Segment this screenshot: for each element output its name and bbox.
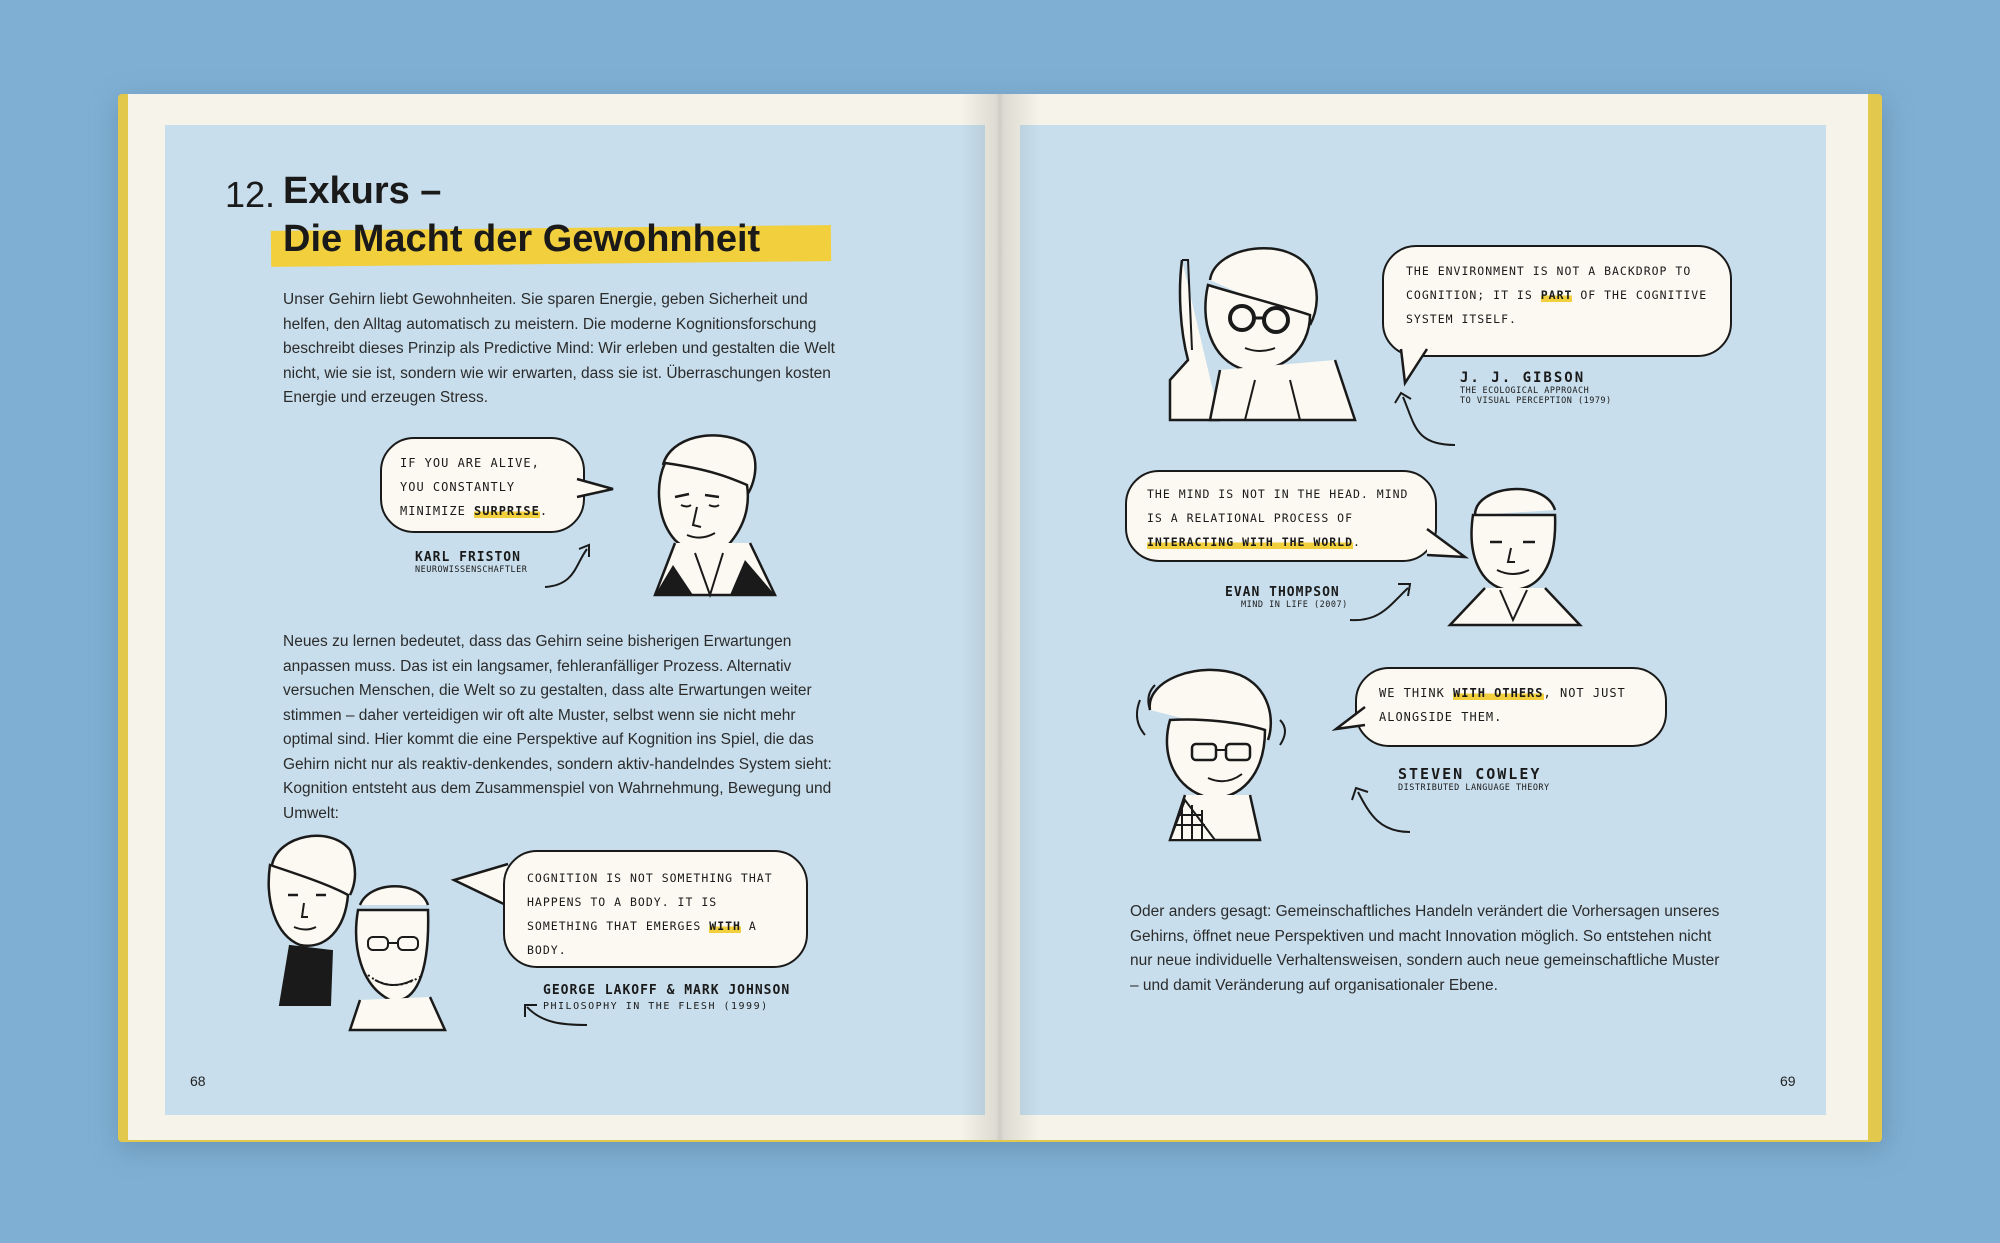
gibson-source-line2: TO VISUAL PERCEPTION (1979) <box>1460 396 1612 406</box>
friston-caption <box>415 550 527 575</box>
thompson-quote-end: . <box>1353 535 1361 549</box>
cowley-caption <box>1398 765 1550 793</box>
lakoff-bubble-tail <box>450 860 510 910</box>
lakoff-johnson-portrait <box>260 825 460 1035</box>
gibson-source-line1: THE ECOLOGICAL APPROACH <box>1460 386 1590 396</box>
gibson-name: J. J. GIBSON <box>1460 370 1586 386</box>
page-number-right: 69 <box>1780 1073 1796 1089</box>
gibson-bubble-tail <box>1395 347 1435 387</box>
cowley-name: STEVEN COWLEY <box>1398 765 1542 783</box>
gibson-speech-bubble <box>1382 245 1732 357</box>
lakoff-quote-highlight: WITH <box>709 919 741 933</box>
friston-quote-text: IF YOU ARE ALIVE, YOU CONSTANTLY MINIMIZE <box>400 456 540 518</box>
lakoff-source: PHILOSOPHY IN THE FLESH (1999) <box>543 1001 769 1012</box>
cowley-quote-end: , NOT JUST ALONGSIDE THEM. <box>1379 686 1626 724</box>
thompson-speech-bubble <box>1125 470 1437 562</box>
intro-paragraph: Unser Gehirn liebt Gewohnheiten. Sie sparen Energie, geben Sicherheit und helfen, den Alltag automatisch zu meistern. Die moderne Kognitionsforschung beschreibt dieses Prinzip als Predictive Mind: Wir erleben und gestalten die Welt nicht, wie sie ist, sondern wie wir erwarten, dass sie ist. Überraschungen kosten Energie und erzeugen Stress. <box>283 291 835 406</box>
thompson-source: MIND IN LIFE (2007) <box>1241 600 1348 610</box>
left-page <box>165 125 985 1115</box>
lakoff-speech-bubble <box>503 850 808 968</box>
gibson-quote-end: OF THE COGNITIVE SYSTEM ITSELF. <box>1406 288 1708 326</box>
thompson-quote-text: THE MIND IS NOT IN THE HEAD. MIND IS A RELATIONAL PROCESS OF <box>1147 487 1409 525</box>
gibson-arrow <box>1385 385 1465 455</box>
steven-cowley-portrait <box>1130 660 1305 845</box>
cowley-quote-text: WE THINK <box>1379 686 1445 700</box>
friston-quote-highlight: SURPRISE <box>474 504 540 518</box>
friston-source: NEUROWISSENSCHAFTLER <box>415 565 528 575</box>
conclusion-paragraph: Oder anders gesagt: Gemeinschaftliches Handeln verändert die Vorhersagen unseres Gehirns, öffnet neue Perspektiven und macht Innovation möglich. So entstehen nicht nur neue individuelle Verhaltensweisen, sondern auch neue gemeinschaftliche Muster – und damit Veränderung auf organisationaler Ebene. <box>1130 903 1720 994</box>
karl-friston-portrait <box>635 425 785 610</box>
thompson-quote-highlight: INTERACTING WITH THE WORLD <box>1147 535 1354 549</box>
book-gutter <box>960 94 1040 1140</box>
lakoff-quote-text: COGNITION IS NOT SOMETHING THAT HAPPENS TO A BODY. IT IS SOMETHING THAT EMERGES <box>527 871 773 933</box>
lakoff-arrow <box>517 995 597 1035</box>
right-page <box>1020 125 1826 1115</box>
friston-bubble-tail <box>575 475 615 505</box>
gibson-quote-highlight: PART <box>1540 288 1573 302</box>
page-number-left: 68 <box>190 1073 206 1089</box>
lakoff-quote-end: A BODY. <box>527 919 757 957</box>
cowley-quote-highlight: WITH OTHERS <box>1453 686 1544 700</box>
friston-arrow <box>535 535 605 595</box>
lakoff-name: GEORGE LAKOFF & MARK JOHNSON <box>543 983 791 998</box>
main-paragraph: Neues zu lernen bedeutet, dass das Gehirn seine bisherigen Erwartungen anpassen muss. Das ist ein langsamer, fehleranfälliger Prozess. Alternativ versuchen Menschen, die Welt so zu gestalten, dass alte Erwartungen weiter stimmen – daher verteidigen wir oft alte Muster, selbst wenn sie nicht mehr optimal sind. Hier kommt die eine Perspektive auf Kognition ins Spiel, die das Gehirn nicht nur als reaktiv-denkendes, sondern aktiv-handelndes System sieht: Kognition entsteht aus dem Zusammenspiel von Wahrnehmung, Bewegung und Umwelt: <box>283 633 832 822</box>
friston-speech-bubble <box>380 437 585 533</box>
chapter-title-line2-wrap <box>277 218 760 261</box>
cowley-source: DISTRIBUTED LANGUAGE THEORY <box>1398 783 1550 793</box>
evan-thompson-portrait <box>1445 470 1585 635</box>
gibson-quote-text: THE ENVIRONMENT IS NOT A BACKDROP TO COGNITION; IT IS <box>1406 264 1692 302</box>
chapter-title-line2: Die Macht der Gewohnheit <box>283 218 761 260</box>
friston-quote-end: . <box>539 504 549 518</box>
cowley-arrow <box>1340 780 1420 840</box>
thompson-name: EVAN THOMPSON <box>1225 585 1340 600</box>
cowley-bubble-tail <box>1332 703 1367 733</box>
cowley-speech-bubble <box>1355 667 1667 747</box>
chapter-number: 12. <box>225 174 276 215</box>
thompson-caption <box>1225 585 1348 610</box>
friston-name: KARL FRISTON <box>415 550 521 565</box>
thompson-arrow <box>1340 570 1420 630</box>
chapter-title-line1: Exkurs – <box>283 170 442 212</box>
gibson-caption <box>1460 370 1612 406</box>
jj-gibson-portrait <box>1160 230 1360 425</box>
